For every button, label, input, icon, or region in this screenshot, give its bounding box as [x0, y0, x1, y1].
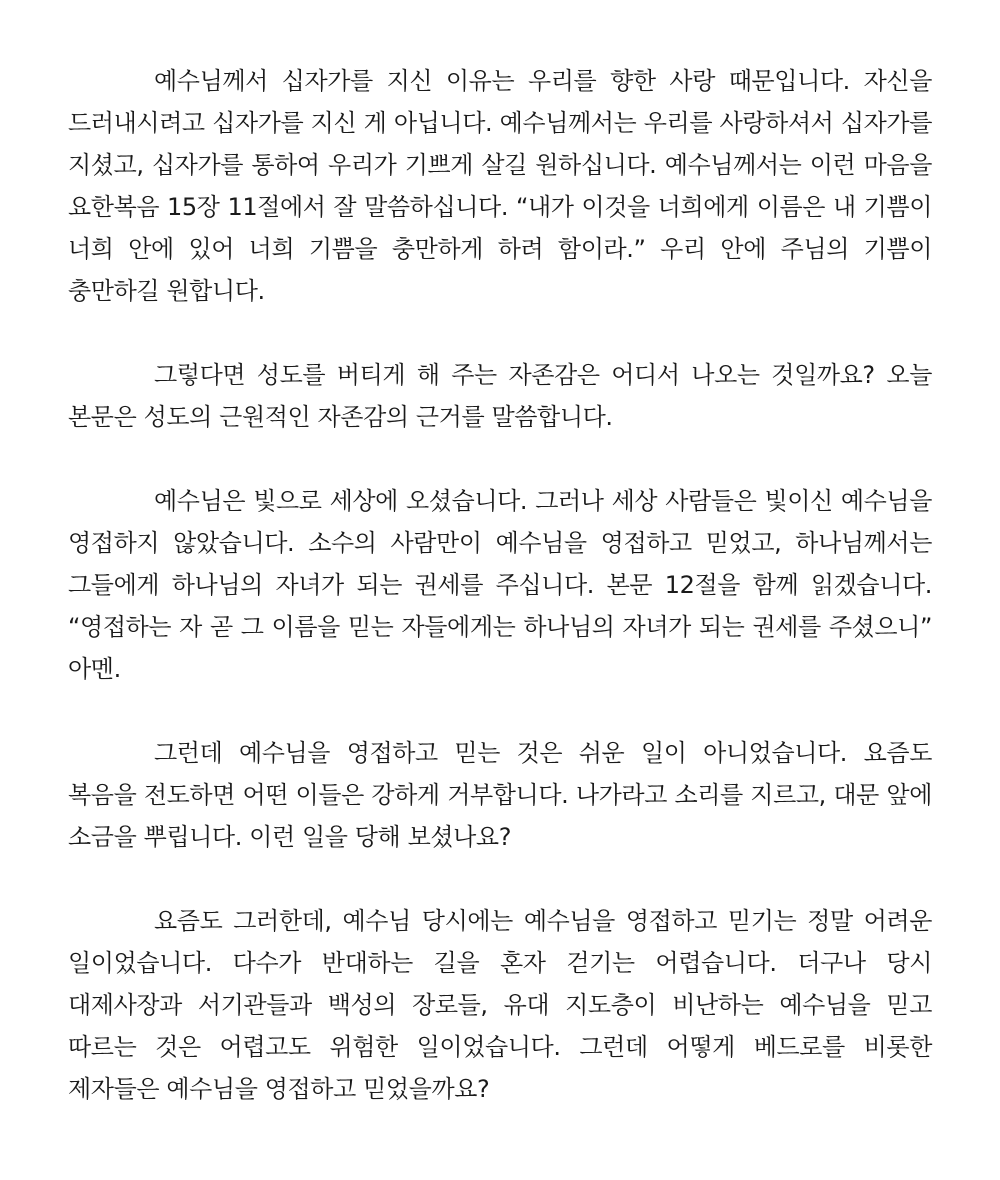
paragraph-1: 예수님께서 십자가를 지신 이유는 우리를 향한 사랑 때문입니다. 자신을 드러내시려고 십자가를 지신 게 아닙니다. 예수님께서는 우리를 사랑하셔서 십자가를 지셨고, 십자가를 통하여 우리가 기쁘게 살길 원하십니다. 예수님께서는 이런 마음을 요한복음 15장 11절에서 잘 말씀하십니다. “내가 이것을 너희에게 이름은 내 기쁨이 너희 안에 있어 너희 기쁨을 충만하게 하려 함이라.” 우리 안에 주님의 기쁨이 충만하길 원합니다.	[68, 67, 932, 305]
document-body	[68, 60, 932, 1110]
paragraph-2: 그렇다면 성도를 버티게 해 주는 자존감은 어디서 나오는 것일까요? 오늘 본문은 성도의 근원적인 자존감의 근거를 말씀합니다.	[68, 361, 932, 431]
paragraph-5: 요즘도 그러한데, 예수님 당시에는 예수님을 영접하고 믿기는 정말 어려운 일이었습니다. 다수가 반대하는 길을 혼자 걷기는 어렵습니다. 더구나 당시 대제사장과 서기관들과 백성의 장로들, 유대 지도층이 비난하는 예수님을 믿고 따르는 것은 어렵고도 위험한 일이었습니다. 그런데 어떻게 베드로를 비롯한 제자들은 예수님을 영접하고 믿었을까요?	[68, 907, 932, 1103]
paragraph-4: 그런데 예수님을 영접하고 믿는 것은 쉬운 일이 아니었습니다. 요즘도 복음을 전도하면 어떤 이들은 강하게 거부합니다. 나가라고 소리를 지르고, 대문 앞에 소금을 뿌립니다. 이런 일을 당해 보셨나요?	[68, 739, 932, 851]
paragraph-3: 예수님은 빛으로 세상에 오셨습니다. 그러나 세상 사람들은 빛이신 예수님을 영접하지 않았습니다. 소수의 사람만이 예수님을 영접하고 믿었고, 하나님께서는 그들에게 하나님의 자녀가 되는 권세를 주십니다. 본문 12절을 함께 읽겠습니다. “영접하는 자 곧 그 이름을 믿는 자들에게는 하나님의 자녀가 되는 권세를 주셨으니” 아멘.	[68, 487, 932, 683]
